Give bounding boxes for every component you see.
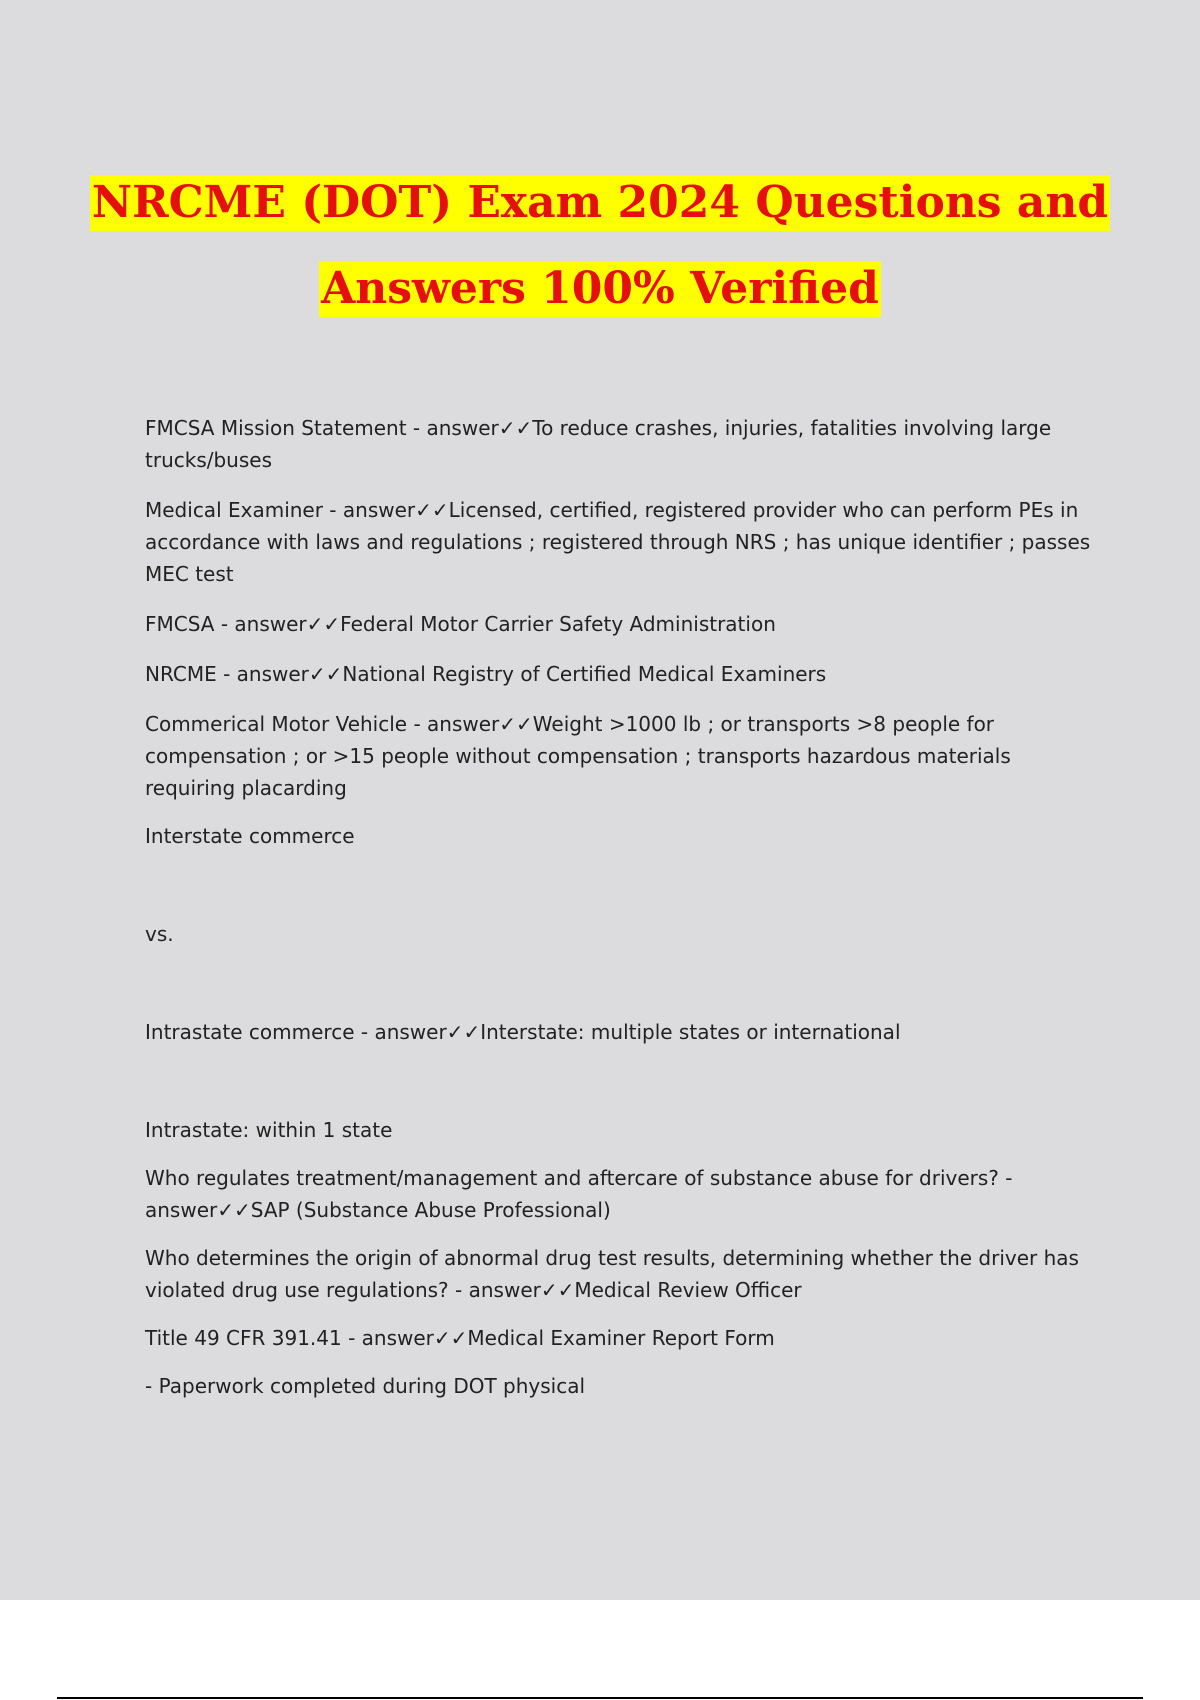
title-line-2: Answers 100% Verified — [319, 261, 881, 317]
title-line-1: NRCME (DOT) Exam 2024 Questions and — [90, 175, 1110, 231]
answer-marker: - answer✓✓ — [407, 712, 533, 736]
answer-marker: - answer✓✓ — [216, 662, 343, 686]
entry-answer: To reduce crashes, injuries, fatalities involving large trucks/buses — [145, 416, 1052, 472]
qa-entry — [145, 1016, 1095, 1048]
entry-term: Who determines the origin of abnormal drug test results, determining whether the driver has violated drug use regulations? — [145, 1246, 1079, 1302]
entry-term: NRCME — [145, 662, 217, 686]
qa-list — [145, 412, 1095, 1402]
entry-term: Medical Examiner — [145, 498, 323, 522]
qa-entry — [145, 708, 1095, 804]
qa-entry — [145, 608, 1095, 640]
entry-answer: Interstate: multiple states or international — [480, 1020, 901, 1044]
entry-answer: National Registry of Certified Medical Examiners — [342, 662, 827, 686]
qa-entry — [145, 1162, 1095, 1226]
entry-answer: Weight >1000 lb ; or transports >8 people for compensation ; or >15 people without compensation ; transports hazardous materials requiring placarding — [145, 712, 1011, 800]
qa-entry — [145, 658, 1095, 690]
entry-term: Who regulates treatment/management and aftercare of substance abuse for drivers? — [145, 1166, 999, 1190]
footer-divider — [57, 1697, 1143, 1699]
entry-term: Intrastate commerce — [145, 1020, 355, 1044]
entry-answer: Licensed, certified, registered provider who can perform PEs in accordance with laws and regulations ; registered through NRS ; has unique identifier ; passes MEC test — [145, 498, 1091, 586]
qa-entry — [145, 412, 1095, 476]
qa-entry — [145, 494, 1095, 590]
trailing-note: - Paperwork completed during DOT physical — [145, 1374, 586, 1398]
answer-marker: - answer✓✓ — [341, 1326, 468, 1350]
entry-answer: Medical Examiner Report Form — [467, 1326, 775, 1350]
entry-answer: Federal Motor Carrier Safety Administration — [340, 612, 776, 636]
answer-marker: - answer✓✓ — [448, 1278, 575, 1302]
entry-term: Commerical Motor Vehicle — [145, 712, 408, 736]
qa-entry — [145, 1322, 1095, 1354]
answer-marker: - answer✓✓ — [214, 612, 341, 636]
entry-answer: SAP (Substance Abuse Professional) — [250, 1198, 611, 1222]
answer-marker: - answer✓✓ — [354, 1020, 481, 1044]
entry-term: FMCSA — [145, 612, 215, 636]
qa-entry — [145, 1242, 1095, 1306]
answer-marker: - answer✓✓ — [322, 498, 449, 522]
interstate-line-1: Interstate commerce — [145, 824, 355, 848]
answer-marker: - answer✓✓ — [406, 416, 533, 440]
answer-marker: - answer✓✓ — [145, 1166, 1013, 1222]
document-title — [0, 160, 1200, 332]
entry-answer: Medical Review Officer — [574, 1278, 802, 1302]
entry-term: FMCSA Mission Statement — [145, 416, 407, 440]
interstate-line-4: Intrastate: within 1 state — [145, 1118, 393, 1142]
entry-term: Title 49 CFR 391.41 — [145, 1326, 342, 1350]
interstate-line-2: vs. — [145, 922, 174, 946]
